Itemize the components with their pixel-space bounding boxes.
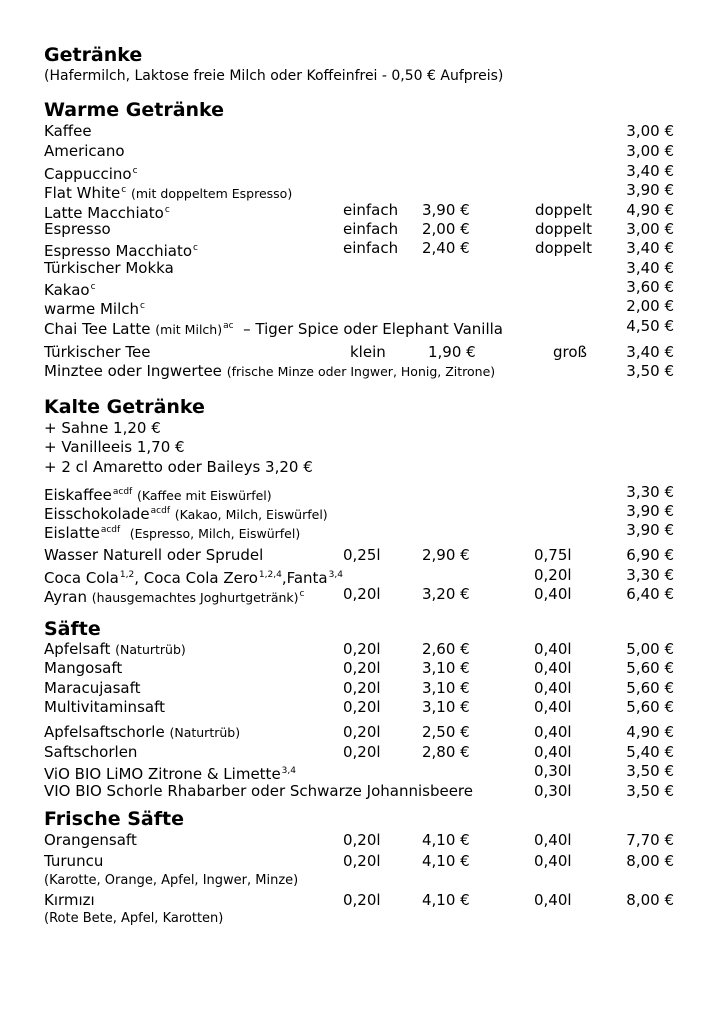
- addon-line: + Vanilleeis 1,70 €: [44, 438, 185, 456]
- menu-item: Espresso Macchiato$^c$ einfach 2,40 € doppelt 3,40 €: [44, 239, 674, 260]
- menu-item: Eisschokolade$^{acdf}$ (Kakao, Milch, Eiswürfel) 3,90 €: [44, 502, 674, 523]
- menu-item: Apfelsaft (Naturtrüb) 0,20l 2,60 € 0,40l 5,00 €: [44, 640, 674, 658]
- menu-item: Kaffee 3,00 €: [44, 122, 674, 140]
- menu-item: Türkischer Mokka 3,40 €: [44, 259, 674, 277]
- menu-item: Multivitaminsaft 0,20l 3,10 € 0,40l 5,60 €: [44, 698, 674, 716]
- menu-item: Kırmızı 0,20l 4,10 € 0,40l 8,00 €: [44, 891, 674, 909]
- menu-item: Cappuccino$^c$ 3,40 €: [44, 162, 674, 183]
- menu-item: Saftschorlen 0,20l 2,80 € 0,40l 5,40 €: [44, 743, 674, 761]
- menu-item: Apfelsaftschorle (Naturtrüb) 0,20l 2,50 € 0,40l 4,90 €: [44, 723, 674, 741]
- menu-item: Kakao$^c$ 3,60 €: [44, 278, 674, 299]
- menu-item: Minztee oder Ingwertee (frische Minze oder Ingwer, Honig, Zitrone) 3,50 €: [44, 362, 674, 380]
- section-title-frisch: Frische Säfte: [44, 808, 184, 830]
- addon-line: + 2 cl Amaretto oder Baileys 3,20 €: [44, 458, 313, 476]
- menu-item: Chai Tee Latte (mit Milch)$^{ac}$ – Tiger Spice oder Elephant Vanilla 4,50 €: [44, 317, 674, 338]
- menu-item: Eiskaffee$^{acdf}$ (Kaffee mit Eiswürfel) 3,30 €: [44, 483, 674, 504]
- menu-item: Espresso einfach 2,00 € doppelt 3,00 €: [44, 220, 674, 238]
- menu-item: Ayran (hausgemachtes Joghurtgetränk)$^c$ 0,20l 3,20 € 0,40l 6,40 €: [44, 585, 674, 606]
- item-description: (Rote Bete, Apfel, Karotten): [44, 911, 224, 926]
- menu-item: Turuncu 0,20l 4,10 € 0,40l 8,00 €: [44, 852, 674, 870]
- menu-item: Mangosaft 0,20l 3,10 € 0,40l 5,60 €: [44, 659, 674, 677]
- addon-line: + Sahne 1,20 €: [44, 419, 161, 437]
- menu-item: Eislatte$^{acdf}$ (Espresso, Milch, Eiswürfel) 3,90 €: [44, 521, 674, 542]
- menu-item: Americano 3,00 €: [44, 142, 674, 160]
- section-title-kalt: Kalte Getränke: [44, 396, 205, 418]
- menu-item: warme Milch$^c$ 2,00 €: [44, 297, 674, 318]
- menu-item: Wasser Naturell oder Sprudel 0,25l 2,90 € 0,75l 6,90 €: [44, 546, 674, 564]
- menu-item: Maracujasaft 0,20l 3,10 € 0,40l 5,60 €: [44, 679, 674, 697]
- menu-item: Flat White$^c$ (mit doppeltem Espresso) 3,90 €: [44, 181, 674, 202]
- section-title-saefte: Säfte: [44, 618, 101, 640]
- section-title-getraenke: Getränke: [44, 44, 143, 66]
- item-description: (Karotte, Orange, Apfel, Ingwer, Minze): [44, 873, 299, 888]
- menu-item: Orangensaft 0,20l 4,10 € 0,40l 7,70 €: [44, 831, 674, 849]
- menu-item: ViO BIO LiMO Zitrone & Limette$^{3,4}$ 0,30l 3,50 €: [44, 762, 674, 783]
- menu-item: Coca Cola$^{1,2}$, Coca Cola Zero$^{1,2,4}$,Fanta$^{3,4}$ 0,20l 3,30 €: [44, 566, 674, 587]
- menu-item: VIO BIO Schorle Rhabarber oder Schwarze Johannisbeere 0,30l 3,50 €: [44, 782, 674, 800]
- surcharge-note: (Hafermilch, Laktose freie Milch oder Koffeinfrei - 0,50 € Aufpreis): [44, 68, 504, 84]
- section-title-warm: Warme Getränke: [44, 99, 225, 121]
- menu-item: Türkischer Tee klein 1,90 € groß 3,40 €: [44, 343, 674, 361]
- menu-item: Latte Macchiato$^c$ einfach 3,90 € doppelt 4,90 €: [44, 201, 674, 222]
